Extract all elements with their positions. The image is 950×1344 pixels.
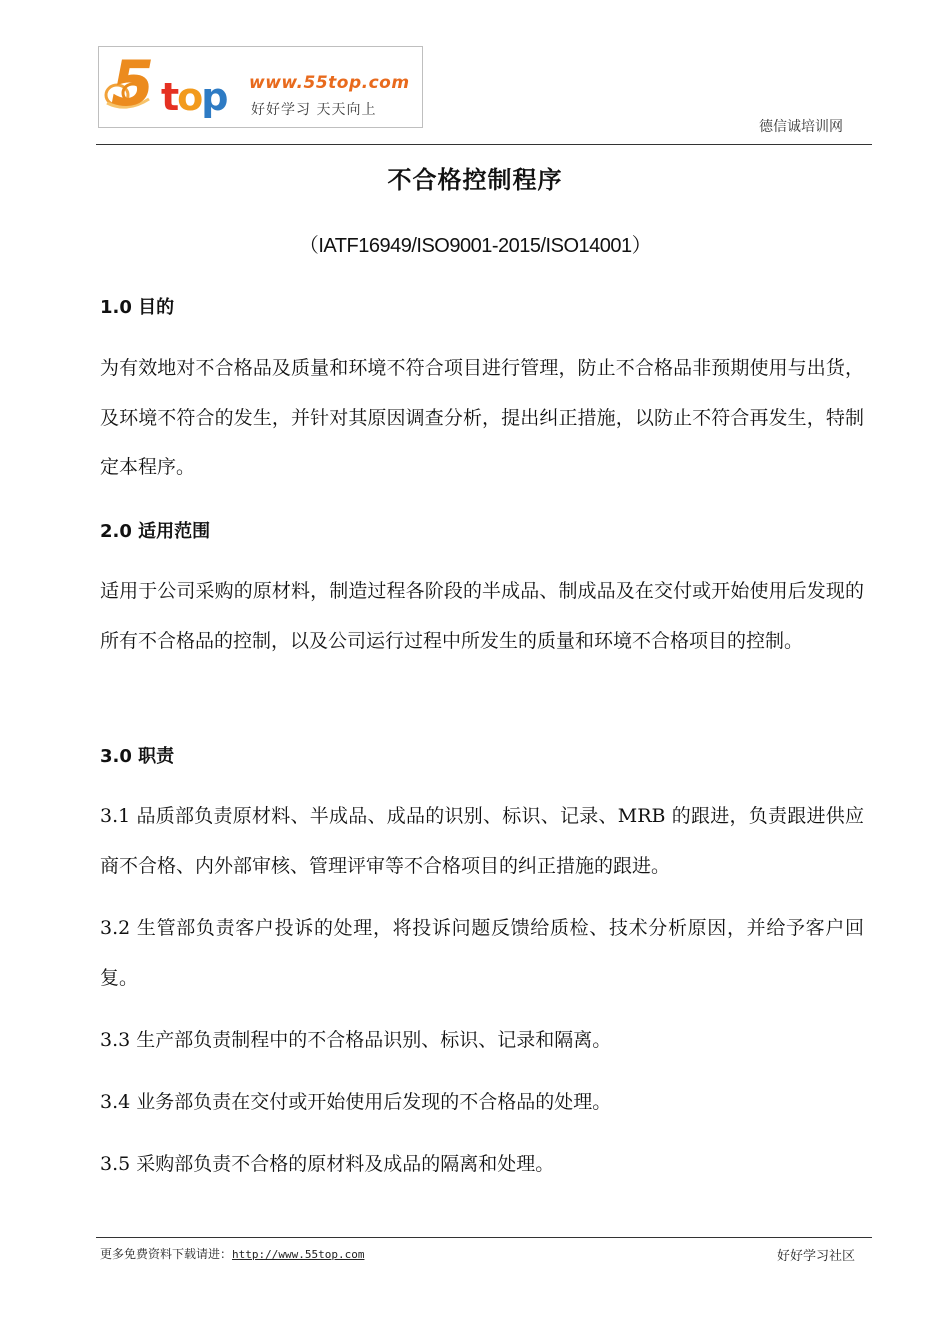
document-subtitle: （IATF16949/ISO9001-2015/ISO14001） <box>298 235 652 257</box>
responsibility-item: 3.5 采购部负责不合格的原材料及成品的隔离和处理。 <box>100 1153 555 1175</box>
section-body-purpose: 为有效地对不合格品及质量和环境不符合项目进行管理，防止不合格品非预期使用与出货，及环境不符合的发生，并针对其原因调查分析，提出纠正措施，以防止不符合再发生，特制定本程序。 <box>100 357 864 478</box>
footer-community: 好好学习社区 <box>776 1249 855 1264</box>
site-name: 德信诚培训网 <box>759 119 843 135</box>
section-heading-purpose: 1.0 目的 <box>100 297 175 318</box>
section-heading-responsibilities: 3.0 职责 <box>100 746 175 767</box>
responsibility-item: 3.1 品质部负责原材料、半成品、成品的识别、标识、记录、MRB 的跟进，负责跟进供应商不合格、内外部审核、管理评审等不合格项目的纠正措施的跟进。 <box>100 805 864 877</box>
logo-slogan: 好好学习 天天向上 <box>251 102 377 118</box>
footer-divider <box>96 1237 872 1238</box>
logo-digits: 5 <box>111 47 155 120</box>
logo-url: www.55top.com <box>249 73 410 93</box>
document-title: 不合格控制程序 <box>387 166 563 194</box>
responsibility-item: 3.3 生产部负责制程中的不合格品识别、标识、记录和隔离。 <box>100 1029 612 1051</box>
section-heading-scope: 2.0 适用范围 <box>100 521 211 542</box>
footer-download-note <box>100 1245 364 1262</box>
responsibility-item: 3.2 生管部负责客户投诉的处理，将投诉问题反馈给质检、技术分析原因，并给予客户回复。 <box>100 917 864 989</box>
section-body-scope: 适用于公司采购的原材料，制造过程各阶段的半成品、制成品及在交付或开始使用后发现的所有不合格品的控制，以及公司运行过程中所发生的质量和环境不合格项目的控制。 <box>100 580 864 652</box>
site-logo[interactable] <box>98 46 423 128</box>
logo-brand: top <box>161 75 227 119</box>
footer-link[interactable]: http://www.55top.com <box>232 1248 365 1261</box>
responsibility-item: 3.4 业务部负责在交付或开始使用后发现的不合格品的处理。 <box>100 1091 612 1113</box>
header-divider <box>96 144 872 145</box>
footer-text: 更多免费资料下载请进： <box>100 1247 233 1261</box>
